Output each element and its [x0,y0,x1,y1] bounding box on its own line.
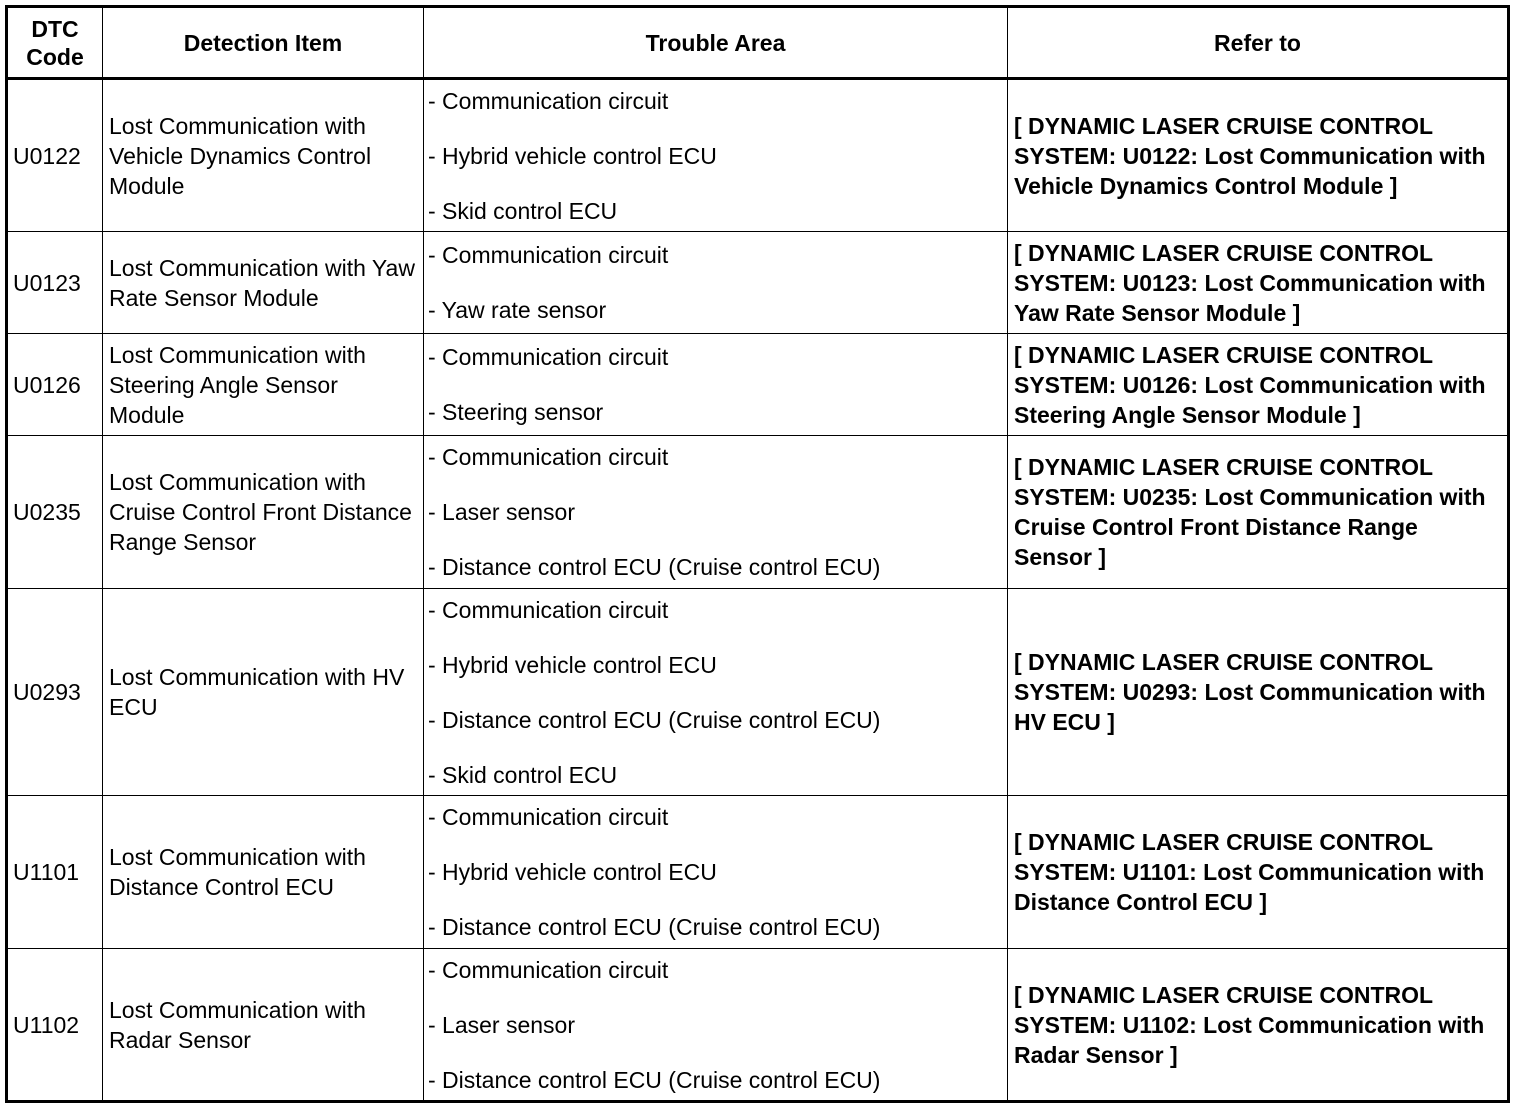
header-dtc-code: DTC Code [7,7,103,79]
trouble-area-line: - Communication circuit [428,596,669,623]
detection-item-cell: Lost Communication with Steering Angle Sensor Module [103,334,424,436]
trouble-area-line: - Communication circuit [428,444,669,470]
trouble-area-line: - Communication circuit [428,804,669,830]
trouble-area-line: - Skid control ECU [428,197,618,224]
refer-to-link[interactable]: [ DYNAMIC LASER CRUISE CONTROL SYSTEM: U0293: Lost Communication with HV ECU ] [1008,589,1509,796]
dtc-code-cell: U1101 [7,796,103,949]
detection-item-cell: Lost Communication with Distance Control ECU [103,796,424,949]
trouble-area-line: - Distance control ECU (Cruise control ECU) [428,706,881,733]
trouble-area-line: - Communication circuit [428,344,669,370]
detection-item-cell: Lost Communication with Yaw Rate Sensor Module [103,232,424,334]
trouble-area-line: - Hybrid vehicle control ECU [428,142,717,169]
trouble-area-line: - Communication circuit [428,87,669,114]
header-trouble-area: Trouble Area [424,7,1008,79]
header-detection-item: Detection Item [103,7,424,79]
trouble-area-line: - Skid control ECU [428,761,618,788]
trouble-area-line: - Steering sensor [428,399,604,425]
table-row [7,334,1509,436]
trouble-area-line: - Distance control ECU (Cruise control ECU) [428,1066,881,1093]
refer-to-link[interactable]: [ DYNAMIC LASER CRUISE CONTROL SYSTEM: U1102: Lost Communication with Radar Sensor ] [1008,949,1509,1102]
dtc-code-cell: U0123 [7,232,103,334]
refer-to-link[interactable]: [ DYNAMIC LASER CRUISE CONTROL SYSTEM: U0126: Lost Communication with Steering Angle Sensor Module ] [1008,334,1509,436]
trouble-area-line: - Laser sensor [428,499,576,525]
table-body [7,79,1509,1102]
refer-to-link[interactable]: [ DYNAMIC LASER CRUISE CONTROL SYSTEM: U0123: Lost Communication with Yaw Rate Sensor Module ] [1008,232,1509,334]
dtc-code-cell: U0122 [7,79,103,232]
dtc-table [5,5,1510,1103]
trouble-area-cell [424,436,1008,589]
detection-item-cell: Lost Communication with Radar Sensor [103,949,424,1102]
trouble-area-cell [424,79,1008,232]
trouble-area-line: - Laser sensor [428,1011,576,1038]
trouble-area-line: - Communication circuit [428,242,669,268]
trouble-area-cell [424,232,1008,334]
table-row [7,79,1509,232]
table-row [7,436,1509,589]
header-refer-to: Refer to [1008,7,1509,79]
refer-to-link[interactable]: [ DYNAMIC LASER CRUISE CONTROL SYSTEM: U0235: Lost Communication with Cruise Control Front Distance Range Sensor ] [1008,436,1509,589]
trouble-area-line: - Communication circuit [428,956,669,983]
table-row [7,949,1509,1102]
trouble-area-cell [424,334,1008,436]
trouble-area-cell [424,589,1008,796]
table-header [7,7,1509,79]
trouble-area-cell [424,949,1008,1102]
refer-to-link[interactable]: [ DYNAMIC LASER CRUISE CONTROL SYSTEM: U0122: Lost Communication with Vehicle Dynamics Control Module ] [1008,79,1509,232]
detection-item-cell: Lost Communication with Cruise Control Front Distance Range Sensor [103,436,424,589]
dtc-code-cell: U1102 [7,949,103,1102]
trouble-area-line: - Yaw rate sensor [428,297,607,323]
detection-item-cell: Lost Communication with HV ECU [103,589,424,796]
table-row [7,796,1509,949]
trouble-area-line: - Hybrid vehicle control ECU [428,859,717,885]
refer-to-link[interactable]: [ DYNAMIC LASER CRUISE CONTROL SYSTEM: U1101: Lost Communication with Distance Control ECU ] [1008,796,1509,949]
dtc-code-cell: U0293 [7,589,103,796]
table-row [7,232,1509,334]
header-row [7,7,1509,79]
trouble-area-line: - Hybrid vehicle control ECU [428,651,717,678]
dtc-code-cell: U0235 [7,436,103,589]
trouble-area-cell [424,796,1008,949]
trouble-area-line: - Distance control ECU (Cruise control ECU) [428,914,881,940]
detection-item-cell: Lost Communication with Vehicle Dynamics Control Module [103,79,424,232]
trouble-area-line: - Distance control ECU (Cruise control ECU) [428,554,881,580]
table-row [7,589,1509,796]
dtc-code-cell: U0126 [7,334,103,436]
